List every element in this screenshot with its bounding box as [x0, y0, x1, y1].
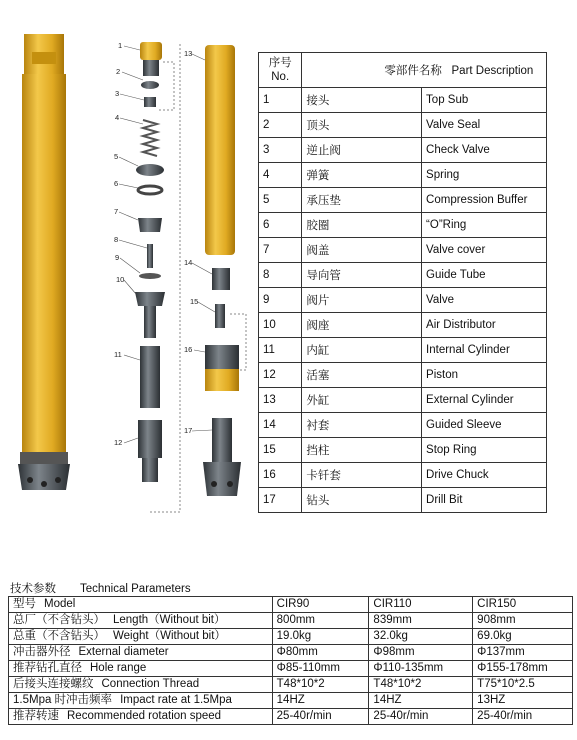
diagram-label-17: 17	[184, 426, 193, 435]
diagram-label-12: 12	[114, 438, 123, 447]
diagram-label-6: 6	[114, 179, 119, 188]
diagram-label-3: 3	[115, 89, 120, 98]
part-cn-cell: 活塞	[302, 363, 422, 388]
part-en-cell: Spring	[422, 163, 547, 188]
exploded-left-column	[135, 42, 165, 482]
table-row	[259, 338, 547, 363]
part-en-cell: External Cylinder	[422, 388, 547, 413]
part-no-cell: 13	[259, 388, 302, 413]
param-label-cell: 型号 Model	[9, 597, 273, 613]
table-row	[259, 188, 547, 213]
part-en-cell: Valve Seal	[422, 113, 547, 138]
param-value-cell: Φ80mm	[272, 645, 369, 661]
exploded-parts-illustration	[0, 0, 258, 520]
param-value-cell: T48*10*2	[272, 677, 369, 693]
diagram-label-10: 10	[116, 275, 125, 284]
part-en-cell: Piston	[422, 363, 547, 388]
param-label-cell: 1.5Mpa 时冲击频率 Impact rate at 1.5Mpa	[9, 693, 273, 709]
param-value-cell: CIR150	[473, 597, 573, 613]
table-row	[259, 488, 547, 513]
tech-params-table	[8, 596, 573, 725]
table-row	[259, 163, 547, 188]
part-no-cell: 8	[259, 263, 302, 288]
diagram-label-1: 1	[118, 41, 123, 50]
param-value-cell: 25-40r/min	[473, 709, 573, 725]
part-cn-cell: 承压垫	[302, 188, 422, 213]
table-row	[9, 629, 573, 645]
header-no: 序号 No.	[259, 53, 302, 88]
part-cn-cell: 衬套	[302, 413, 422, 438]
part-no-cell: 2	[259, 113, 302, 138]
param-value-cell: T75*10*2.5	[473, 677, 573, 693]
leader-lines	[119, 46, 215, 443]
parts-table-header	[259, 53, 547, 88]
part-no-cell: 12	[259, 363, 302, 388]
part-no-cell: 10	[259, 313, 302, 338]
table-row	[259, 288, 547, 313]
part-en-cell: Stop Ring	[422, 438, 547, 463]
part-en-cell: Guide Tube	[422, 263, 547, 288]
part-no-cell: 9	[259, 288, 302, 313]
table-row	[259, 463, 547, 488]
exploded-right-column	[203, 45, 241, 496]
part-cn-cell: 胶圈	[302, 213, 422, 238]
part-cn-cell: 逆止阀	[302, 138, 422, 163]
param-value-cell: T48*10*2	[369, 677, 473, 693]
param-value-cell: CIR90	[272, 597, 369, 613]
param-value-cell: 908mm	[473, 613, 573, 629]
diagram-label-13: 13	[184, 49, 193, 58]
param-value-cell: Φ155-178mm	[473, 661, 573, 677]
table-row	[259, 213, 547, 238]
assembled-hammer	[18, 34, 70, 490]
param-value-cell: Φ137mm	[473, 645, 573, 661]
table-row	[259, 413, 547, 438]
param-label-cell: 总重（不含钻头） Weight（Without bit）	[9, 629, 273, 645]
part-no-cell: 1	[259, 88, 302, 113]
table-row	[259, 263, 547, 288]
param-value-cell: 13HZ	[473, 693, 573, 709]
diagram-label-2: 2	[116, 67, 121, 76]
table-row	[259, 363, 547, 388]
param-label-cell: 推荐钻孔直径 Hole range	[9, 661, 273, 677]
table-row	[9, 597, 573, 613]
part-en-cell: Drill Bit	[422, 488, 547, 513]
part-cn-cell: 阀座	[302, 313, 422, 338]
part-cn-cell: 阀片	[302, 288, 422, 313]
part-cn-cell: 阀盖	[302, 238, 422, 263]
param-value-cell: 19.0kg	[272, 629, 369, 645]
diagram-label-5: 5	[114, 152, 119, 161]
part-en-cell: Guided Sleeve	[422, 413, 547, 438]
table-row	[259, 88, 547, 113]
part-en-cell: Valve	[422, 288, 547, 313]
part-cn-cell: 外缸	[302, 388, 422, 413]
param-value-cell: 25-40r/min	[369, 709, 473, 725]
table-row	[259, 238, 547, 263]
part-cn-cell: 顶头	[302, 113, 422, 138]
part-no-cell: 5	[259, 188, 302, 213]
table-row	[9, 693, 573, 709]
param-label-cell: 冲击器外径 External diameter	[9, 645, 273, 661]
diagram-label-4: 4	[115, 113, 120, 122]
part-en-cell: Compression Buffer	[422, 188, 547, 213]
part-cn-cell: 弹簧	[302, 163, 422, 188]
table-row	[9, 645, 573, 661]
diagram-label-11: 11	[114, 350, 122, 359]
param-label-cell: 总厂（不含钻头） Length（Without bit）	[9, 613, 273, 629]
part-cn-cell: 内缸	[302, 338, 422, 363]
diagram-label-16: 16	[184, 345, 193, 354]
param-label-cell: 推荐转速 Recommended rotation speed	[9, 709, 273, 725]
part-no-cell: 11	[259, 338, 302, 363]
part-no-cell: 15	[259, 438, 302, 463]
part-en-cell: Drive Chuck	[422, 463, 547, 488]
param-value-cell: Φ85-110mm	[272, 661, 369, 677]
part-cn-cell: 导向管	[302, 263, 422, 288]
param-value-cell: Φ98mm	[369, 645, 473, 661]
diagram-label-14: 14	[184, 258, 193, 267]
param-value-cell: 800mm	[272, 613, 369, 629]
part-no-cell: 7	[259, 238, 302, 263]
table-row	[259, 138, 547, 163]
param-value-cell: 839mm	[369, 613, 473, 629]
part-no-cell: 17	[259, 488, 302, 513]
table-row	[9, 613, 573, 629]
parts-table	[258, 52, 547, 513]
table-row	[259, 438, 547, 463]
diagram-label-9: 9	[115, 253, 120, 262]
diagram-label-7: 7	[114, 207, 119, 216]
part-en-cell: Check Valve	[422, 138, 547, 163]
param-value-cell: 25-40r/min	[272, 709, 369, 725]
table-row	[259, 313, 547, 338]
diagram-label-8: 8	[114, 235, 119, 244]
param-value-cell: Φ110-135mm	[369, 661, 473, 677]
part-en-cell: Air Distributor	[422, 313, 547, 338]
param-value-cell: 14HZ	[369, 693, 473, 709]
table-row	[9, 709, 573, 725]
part-en-cell: Valve cover	[422, 238, 547, 263]
header-part-name: 零部件名称 Part Description	[302, 53, 547, 88]
part-en-cell: “O”Ring	[422, 213, 547, 238]
table-row	[259, 388, 547, 413]
param-value-cell: CIR110	[369, 597, 473, 613]
table-row	[9, 677, 573, 693]
part-no-cell: 6	[259, 213, 302, 238]
part-no-cell: 3	[259, 138, 302, 163]
table-row	[9, 661, 573, 677]
part-no-cell: 4	[259, 163, 302, 188]
part-cn-cell: 钻头	[302, 488, 422, 513]
table-row	[259, 113, 547, 138]
tech-params-title: 技术参数 Technical Parameters	[10, 583, 191, 595]
part-cn-cell: 挡柱	[302, 438, 422, 463]
param-label-cell: 后接头连接螺纹 Connection Thread	[9, 677, 273, 693]
part-cn-cell: 卡钎套	[302, 463, 422, 488]
part-en-cell: Top Sub	[422, 88, 547, 113]
part-en-cell: Internal Cylinder	[422, 338, 547, 363]
diagram-label-15: 15	[190, 297, 199, 306]
param-value-cell: 32.0kg	[369, 629, 473, 645]
param-value-cell: 69.0kg	[473, 629, 573, 645]
part-no-cell: 16	[259, 463, 302, 488]
param-value-cell: 14HZ	[272, 693, 369, 709]
part-cn-cell: 接头	[302, 88, 422, 113]
part-no-cell: 14	[259, 413, 302, 438]
